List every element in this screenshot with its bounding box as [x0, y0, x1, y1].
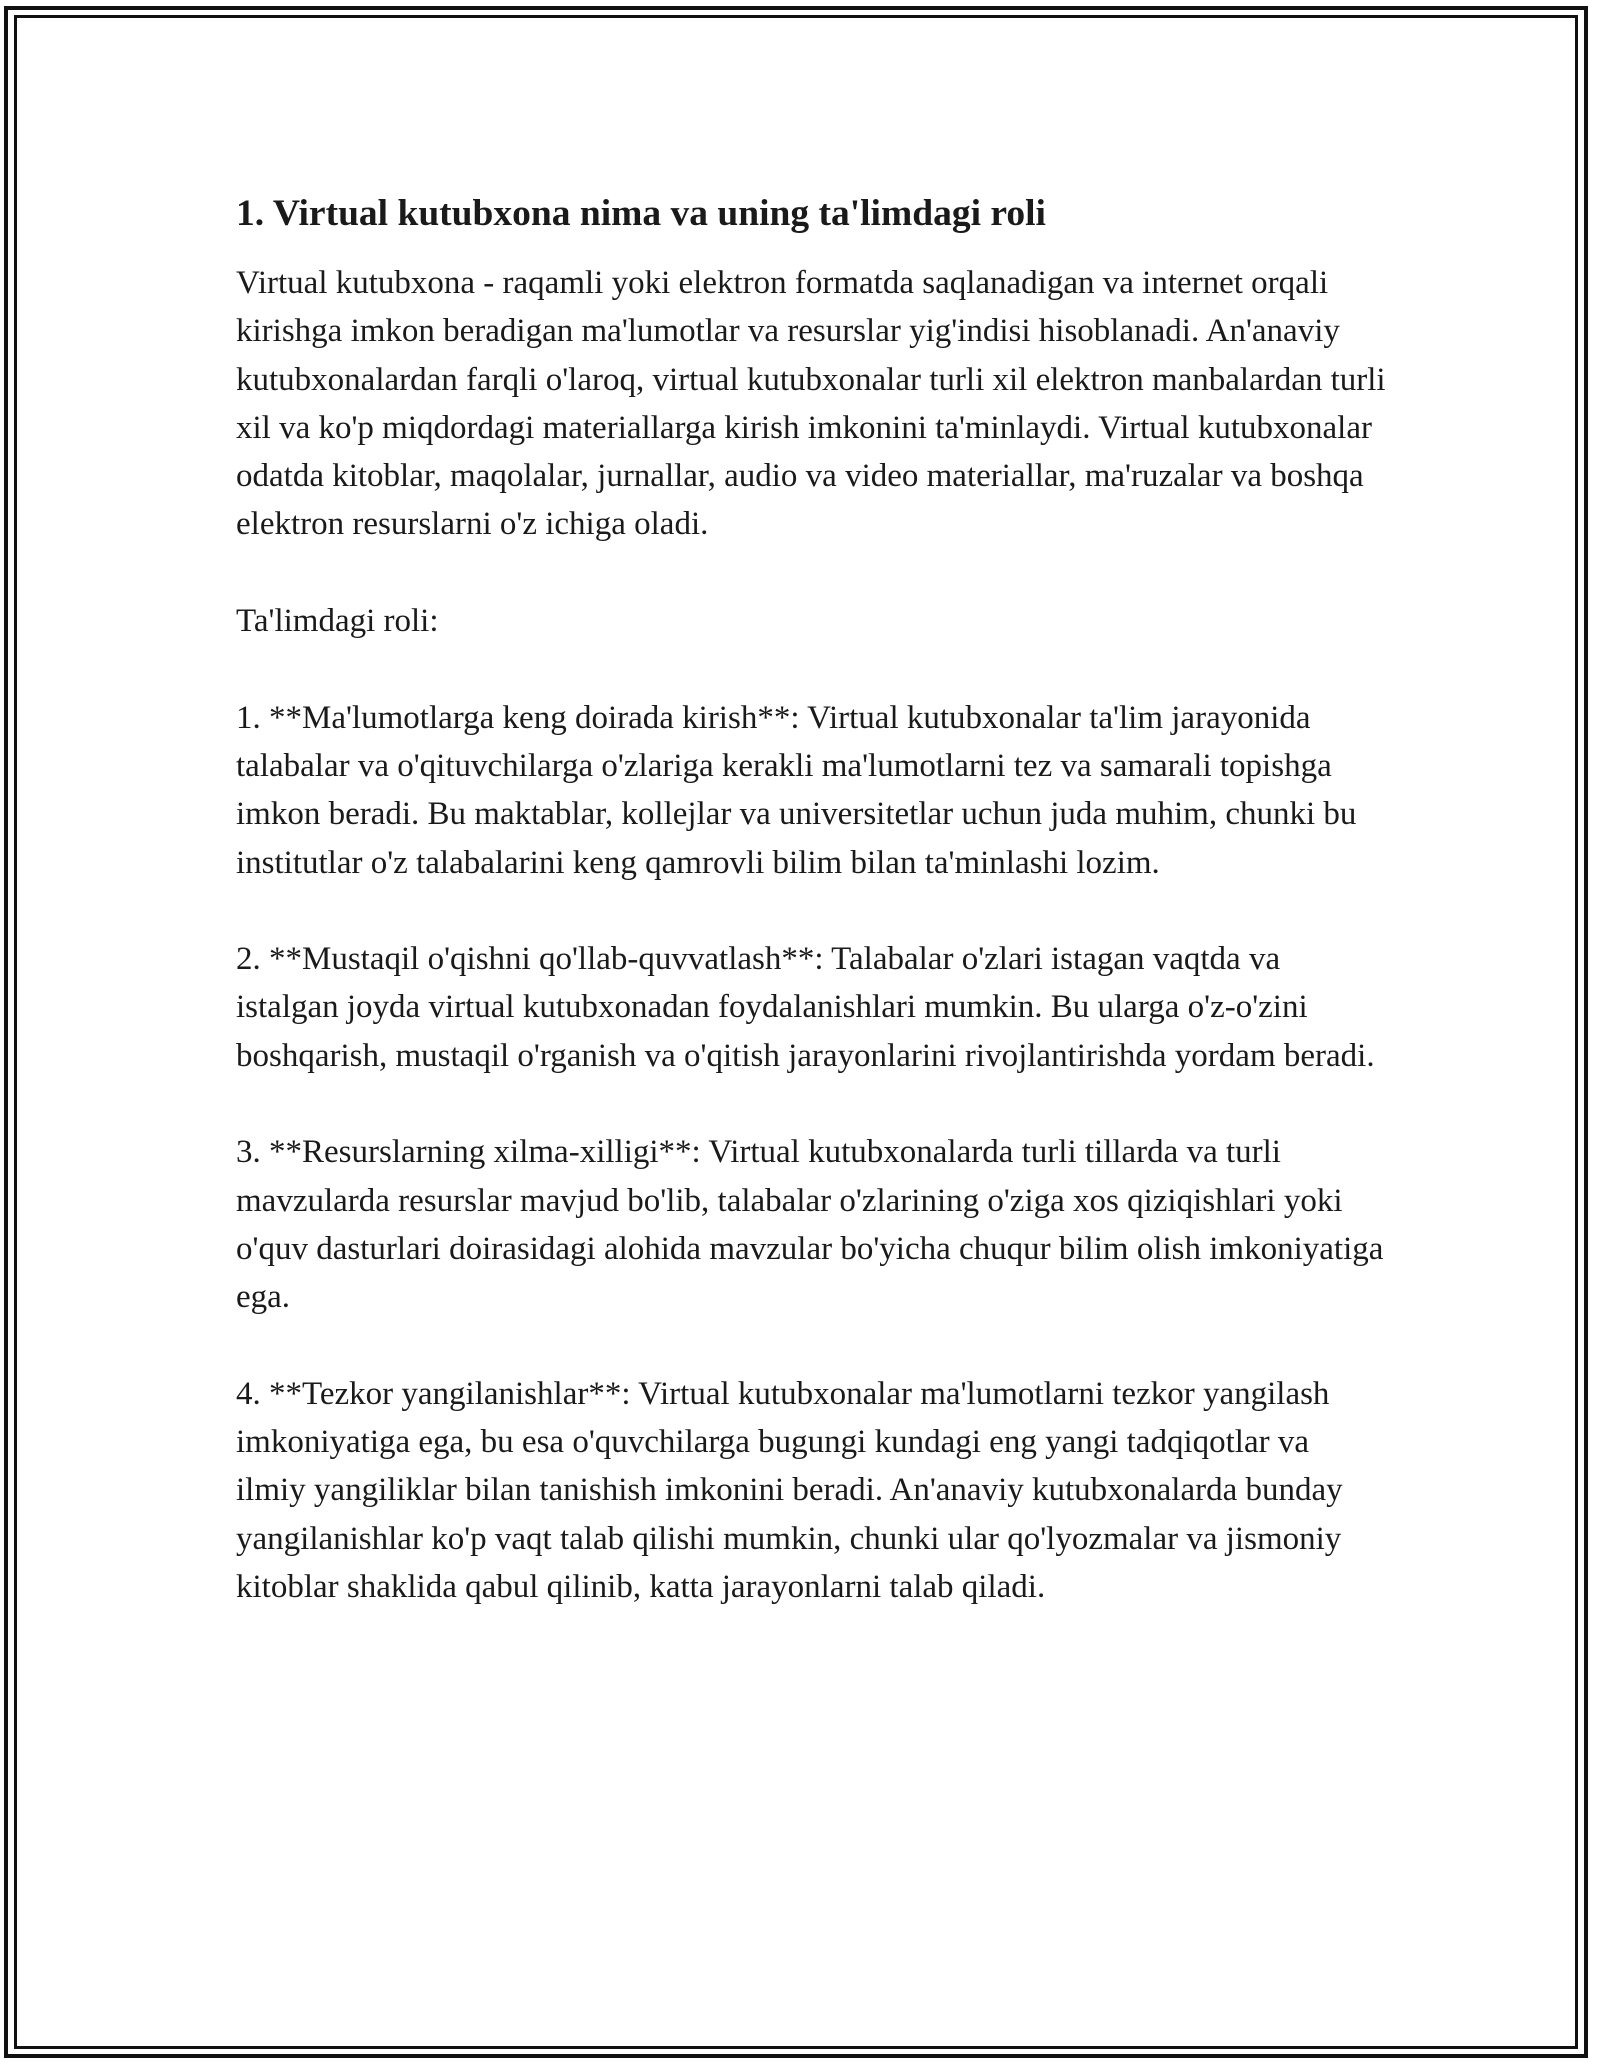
list-item-2: 2. **Mustaqil o'qishni qo'llab-quvvatlash**: Talabalar o'zlari istagan vaqtda va istalgan joyda virtual kutubxonadan foydalanishlari mumkin. Bu ularga o'z-o'zini boshqarish, mustaqil o'rganish va o'qitish jarayonlarini rivojlantirishda yordam beradi.: [236, 941, 1375, 1074]
list-item-4: 4. **Tezkor yangilanishlar**: Virtual kutubxonalar ma'lumotlarni tezkor yangilash imkoniyatiga ega, bu esa o'quvchilarga bugungi kundagi eng yangi tadqiqotlar va ilmiy yangiliklar bilan tanishish imkonini beradi. An'anaviy kutubxonalarda bunday yangilanishlar ko'p vaqt talab qilishi mumkin, chunki ular qo'lyozmalar va jismoniy kitoblar shaklida qabul qilinib, katta jarayonlarni talab qiladi.: [236, 1375, 1343, 1606]
list-item-1: 1. **Ma'lumotlarga keng doirada kirish**: Virtual kutubxonalar ta'lim jarayonida talabalar va o'qituvchilarga o'zlariga kerakli ma'lumotlarni tez va samarali topishga imkon beradi. Bu maktablar, kollejlar va universitetlar uchun juda muhim, chunki bu institutlar o'z talabalarini keng qamrovli bilim bilan ta'minlashi lozim.: [236, 699, 1357, 881]
section-heading: 1. Virtual kutubxona nima va uning ta'limdagi roli: [236, 193, 1046, 234]
list-item-3: 3. **Resurslarning xilma-xilligi**: Virtual kutubxonalarda turli tillarda va turli mavzularda resurslar mavjud bo'lib, talabalar o'zlarining o'ziga xos qiziqishlari yoki o'quv dasturlari doirasidagi alohida mavzular bo'yicha chuqur bilim olish imkoniyatiga ega.: [236, 1134, 1384, 1316]
paragraph-role-label: Ta'limdagi roli:: [236, 603, 439, 640]
document-body: [236, 188, 1386, 1660]
paragraph-definition: Virtual kutubxona - raqamli yoki elektron formatda saqlanadigan va internet orqali kirishga imkon beradigan ma'lumotlar va resurslar yig'indisi hisoblanadi. An'anaviy kutubxonalardan farqli o'laroq, virtual kutubxonalar turli xil elektron manbalardan turli xil va ko'p miqdordagi materiallarga kirish imkonini ta'minlaydi. Virtual kutubxonalar odatda kitoblar, maqolalar, jurnallar, audio va video materiallar, ma'ruzalar va boshqa elektron resurslarni o'z ichiga oladi.: [236, 265, 1386, 543]
